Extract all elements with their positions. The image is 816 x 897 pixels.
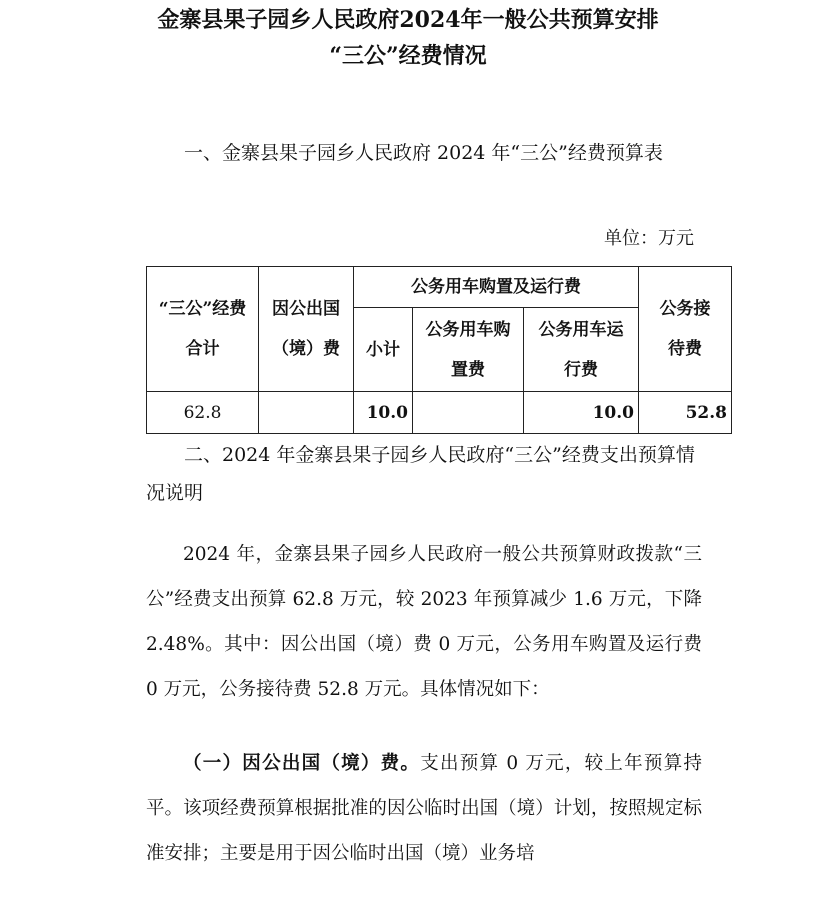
header-subtotal: 小计 (354, 308, 413, 392)
paragraph-abroad-lead: （一）因公出国（境）费。 (183, 753, 421, 774)
cell-total: 62.8 (147, 392, 259, 434)
document-title (0, 2, 816, 74)
title-line-1: 金寨县果子园乡人民政府2024年一般公共预算安排 (157, 7, 659, 33)
cell-reception: 52.8 (639, 392, 732, 434)
paragraph-summary: 2024 年，金寨县果子园乡人民政府一般公共预算财政拨款“三公”经费支出预算 62.8 万元，较 2023 年预算减少 1.6 万元，下降 2.48%。其中：因公出国（境）费 0 万元，公务用车购置及运行费 0 万元，公务接待费 52.8 万元。具体情况如下： (146, 544, 702, 700)
section-1-heading: 一、金寨县果子园乡人民政府 2024 年“三公”经费预算表 (184, 142, 663, 164)
cell-abroad (259, 392, 354, 434)
cell-vehicle-operation: 10.0 (524, 392, 639, 434)
paragraph-abroad-body: 支出预算 0 万元，较上年预算持平。该项经费预算根据批准的因公临时出国（境）计划，按照规定标准安排；主要是用于因公临时出国（境）业务培 (146, 753, 702, 864)
paragraph-abroad (146, 741, 702, 876)
cell-subtotal: 10.0 (354, 392, 413, 434)
header-reception: 公务接待费 (639, 267, 732, 392)
header-vehicle-operation: 公务用车运行费 (524, 308, 639, 392)
header-total: “三公”经费合计 (147, 267, 259, 392)
header-vehicle-purchase: 公务用车购置费 (413, 308, 524, 392)
cell-vehicle-purchase (413, 392, 524, 434)
title-line-2: “三公”经费情况 (329, 43, 487, 69)
header-vehicle-group: 公务用车购置及运行费 (354, 267, 639, 308)
budget-table (146, 266, 732, 434)
section-2-heading: 二、2024 年金寨县果子园乡人民政府“三公”经费支出预算情况说明 (146, 444, 695, 504)
header-abroad: 因公出国（境）费 (259, 267, 354, 392)
unit-label: 单位：万元 (604, 228, 694, 249)
